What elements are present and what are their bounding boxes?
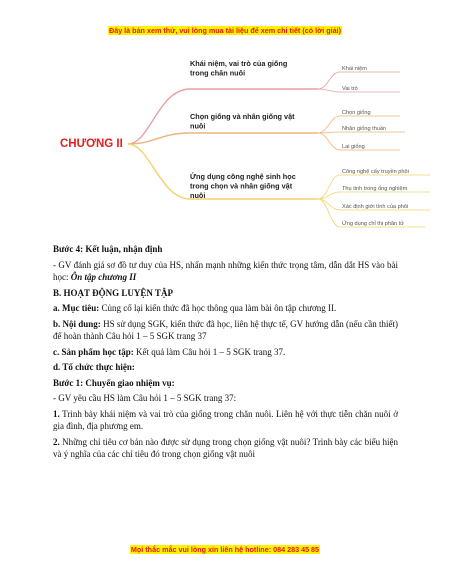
hotline-banner: Mọi thắc mắc vui lòng xin liên hệ hotline: 084 283 45 85: [130, 545, 320, 554]
branch-title-3: Ứng dụng công nghệ sinh học trong chọn và nhân giống vật nuôi: [190, 172, 296, 200]
leaf-khai-niem: Khái niệm: [342, 66, 367, 72]
preview-banner: Đây là bản xem thử, vui lòng mua tài liệu để xem chi tiết (có lời giải): [109, 26, 341, 35]
leaf-vai-tro: Vai trò: [342, 86, 358, 92]
step4-paragraph: - GV đánh giá sơ đồ tư duy của HS, nhấn mạnh những kiến thức trọng tâm, dẫn dắt HS vào bài học: Ôn tập chương II: [53, 259, 398, 282]
branch-connector-2: [128, 133, 318, 144]
objective-line: a. Mục tiêu: Củng cố lại kiến thức đã học thông qua làm bài ôn tập chương II.: [53, 303, 337, 313]
content-line: b. Nội dung: HS sử dụng SGK, kiến thức đã học, liên hệ thực tế, GV hướng dẫn (nếu cần thiết) để hoàn thành Câu hỏi 1 – 5 SGK trang 37: [53, 318, 398, 341]
leaf-connector-3-2: [318, 192, 430, 199]
leaf-thu-tinh-ong-nghiem: Thụ tinh trong ống nghiệm: [342, 186, 408, 192]
leaf-lai-giong: Lai giống: [342, 144, 365, 150]
section-b-heading: B. HOẠT ĐỘNG LUYỆN TẬP: [53, 287, 173, 298]
leaf-nhan-giong-thuan: Nhân giống thuần: [342, 126, 387, 132]
branch-title-2: Chọn giống và nhân giống vật nuôi: [190, 112, 295, 131]
question-2: 2. Những chỉ tiêu cơ bản nào được sử dụng trong chọn giống vật nuôi? Trình bày các biểu hiện và ý nghĩa của các chỉ tiêu đó trong chọn giống vật nuôi: [53, 436, 398, 459]
branch-title-1: Khái niệm, vai trò của giống trong chăn nuôi: [190, 59, 288, 78]
product-line: c. Sản phẩm học tập: Kết quả làm Câu hỏi 1 – 5 SGK trang 37.: [53, 346, 286, 357]
leaf-cay-truyen-phoi: Công nghệ cấy truyền phôi: [342, 169, 409, 175]
leaf-chon-giong: Chọn giống: [342, 110, 371, 116]
leaf-connector-2-2: [318, 132, 405, 133]
step1-paragraph: - GV yêu cầu HS làm Câu hỏi 1 – 5 SGK trang 37:: [53, 393, 237, 403]
mind-map-center: CHƯƠNG II: [60, 138, 123, 150]
organization-heading: d. Tổ chức thực hiện:: [53, 362, 135, 372]
leaf-xac-dinh-gioi-tinh: Xác định giới tính của phôi: [342, 204, 409, 210]
question-1: 1. Trình bày khái niệm và vai trò của giống trong chăn nuôi. Liên hệ với thực tiễn chăn nuôi ở gia đình, địa phương em.: [53, 408, 398, 431]
lesson-name: Ôn tập chương II: [70, 272, 137, 282]
document-body: [53, 243, 398, 461]
step1-heading: Bước 1: Chuyển giao nhiệm vụ:: [53, 377, 175, 388]
step4-heading: Bước 4: Kết luận, nhận định: [53, 244, 163, 254]
leaf-connector-1-1: [318, 72, 400, 89]
mind-map: [0, 40, 450, 235]
leaf-chi-thi-phan-tu: Ứng dụng chỉ thị phân tử: [342, 221, 405, 227]
leaf-connector-1-2: [318, 89, 400, 92]
